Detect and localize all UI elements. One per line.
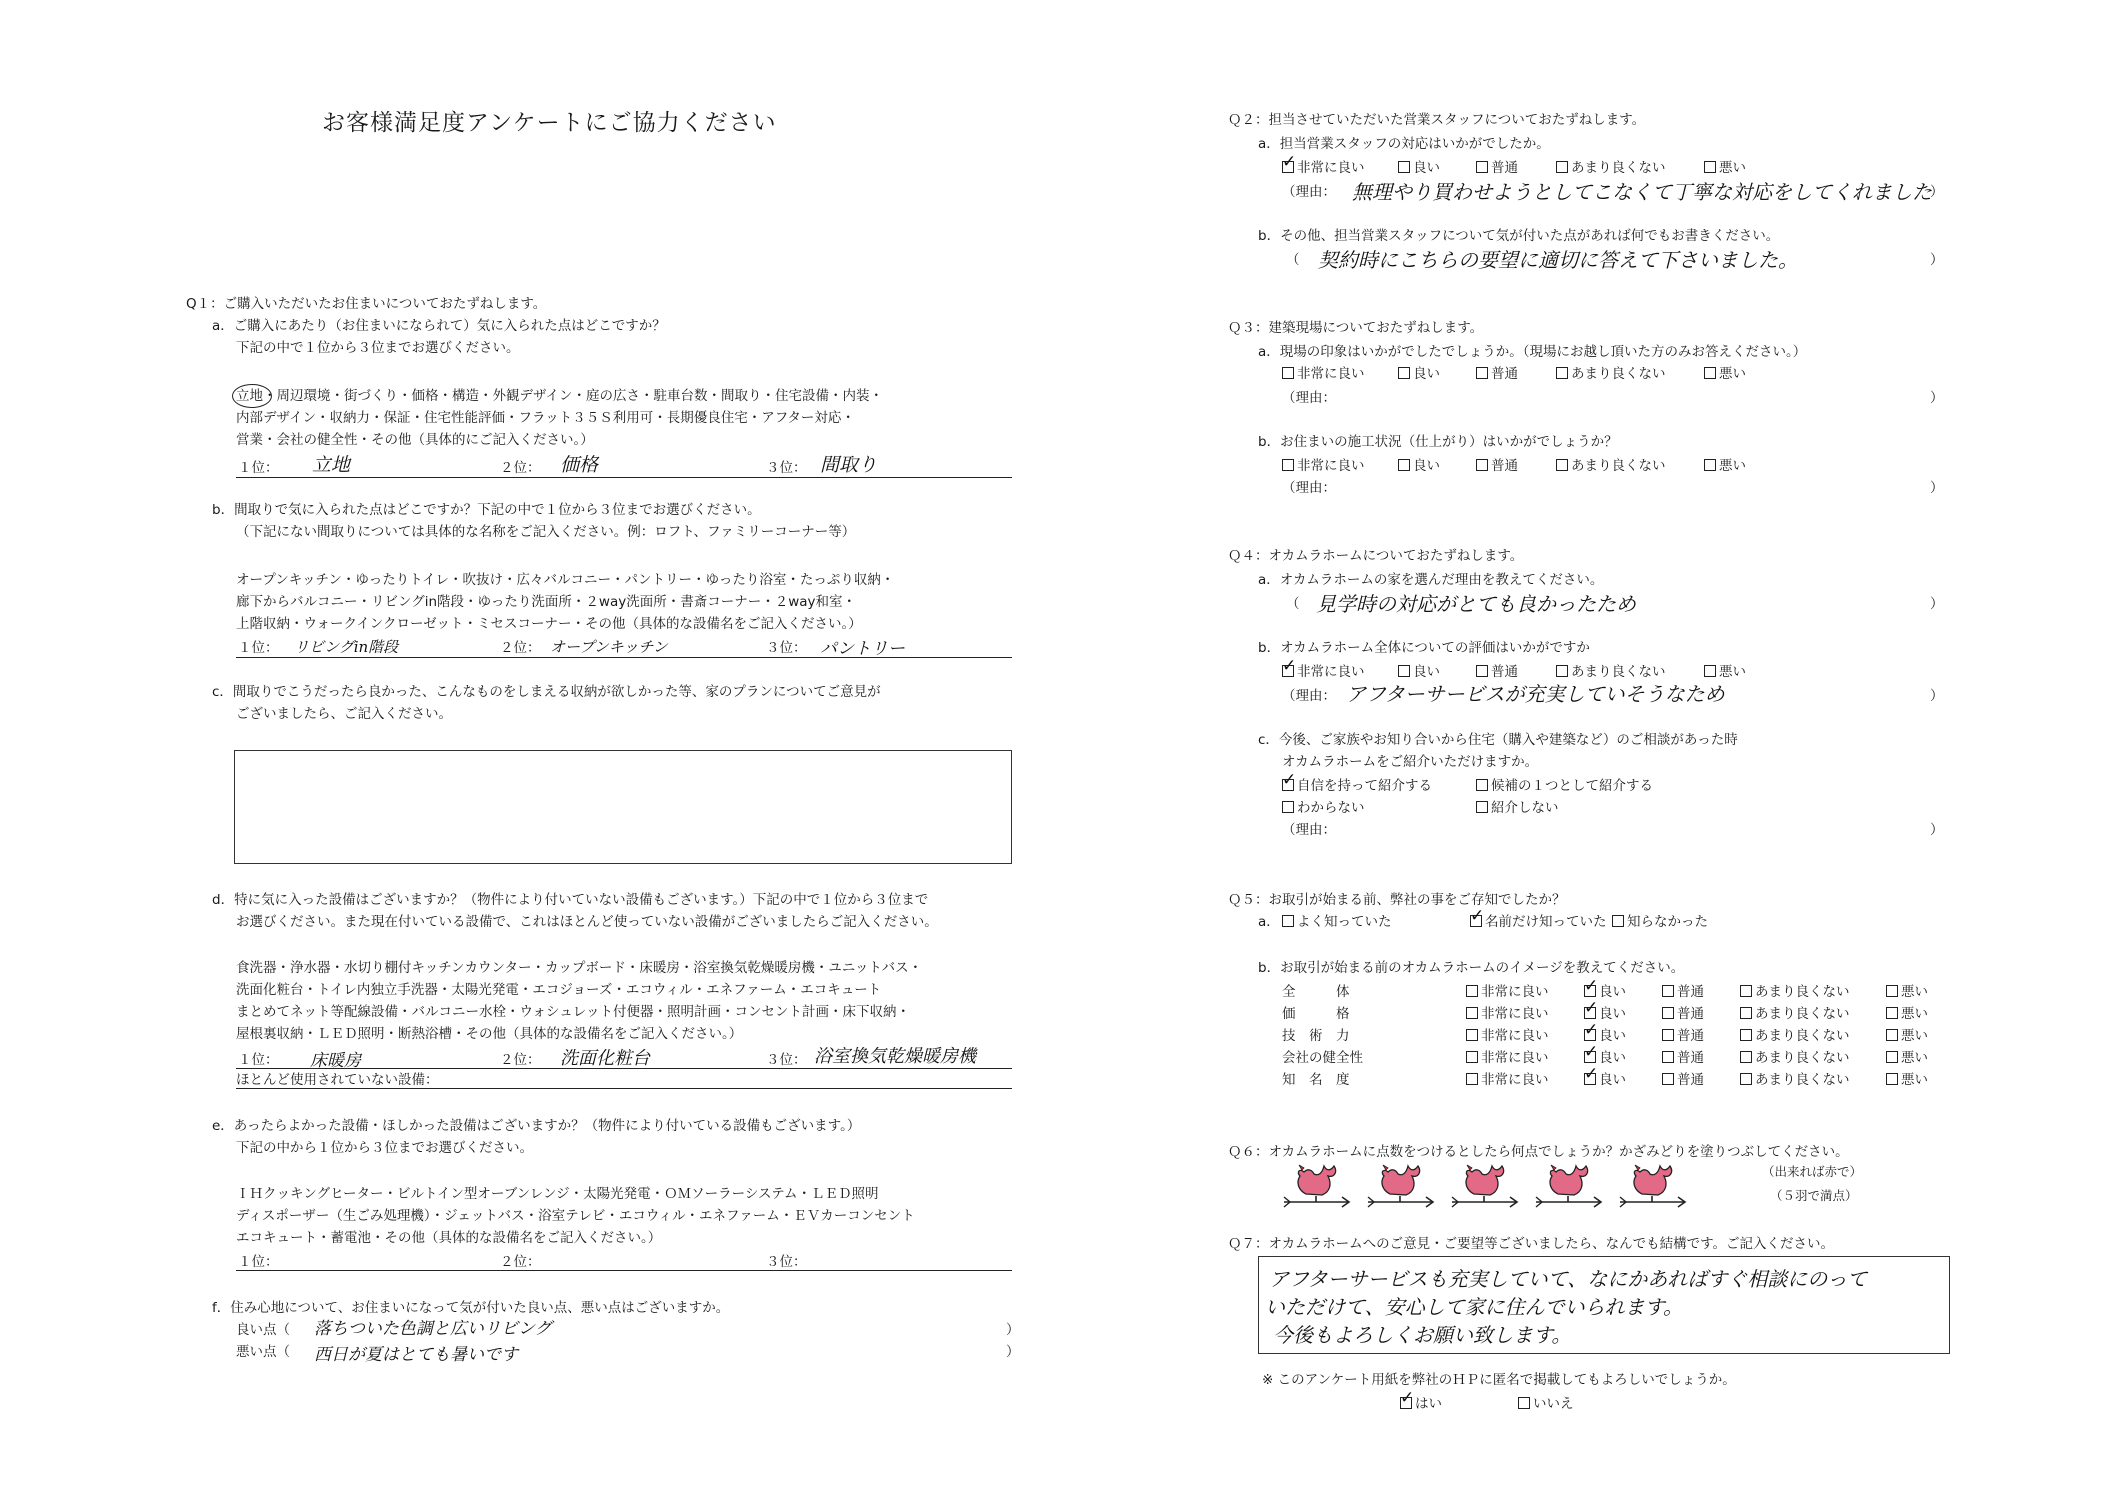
checkbox-checked-icon xyxy=(1584,1007,1596,1019)
checkbox-icon xyxy=(1476,779,1488,791)
q3a-reason-close: ） xyxy=(1930,390,1944,406)
q1b-options-line2: 廊下からバルコニー・リビングin階段・ゆったり洗面所・２way洗面所・書斎コーナー・２way和室・ xyxy=(236,594,857,610)
q1f-good-answer[interactable]: 落ちついた色調と広いリビング xyxy=(314,1319,552,1339)
q5b-rating-option[interactable]: あまり良くない xyxy=(1740,1072,1850,1088)
checkbox-icon xyxy=(1740,1029,1752,1041)
q2a-reason-close: ） xyxy=(1930,184,1944,200)
q1d-rank3-label: ３位： xyxy=(766,1052,807,1068)
q4b-question: b．オカムラホーム全体についての評価はいかがですか xyxy=(1258,640,1590,656)
checkbox-icon xyxy=(1886,1029,1898,1041)
q1a-options-line2: 内部デザイン・収納力・保証・住宅性能評価・フラット３５Ｓ利用可・長期優良住宅・アフター対応・ xyxy=(236,410,855,426)
checkbox-checked-icon xyxy=(1282,665,1294,677)
q3a-option-3[interactable]: 普通 xyxy=(1476,366,1518,382)
q4-heading: Ｑ４：オカムラホームについておたずねします。 xyxy=(1228,548,1524,564)
checkbox-checked-icon xyxy=(1584,1051,1596,1063)
q1e-rank3-label: ３位： xyxy=(766,1254,807,1270)
q1e-rank2-label: ２位： xyxy=(500,1254,541,1270)
q5b-row-label: 技 術 力 xyxy=(1282,1028,1350,1044)
q6-note-max: （５羽で満点） xyxy=(1770,1188,1858,1203)
checkbox-icon xyxy=(1466,1029,1478,1041)
checkbox-checked-icon xyxy=(1584,1073,1596,1085)
q4a-question: a．オカムラホームの家を選んだ理由を教えてください。 xyxy=(1258,572,1604,588)
q1e-answer-line xyxy=(236,1270,1012,1271)
q4b-option-1[interactable]: ✓非常に良い xyxy=(1282,664,1365,680)
q5b-rating-option[interactable]: 普通 xyxy=(1662,984,1704,1000)
q5b-rating-option[interactable]: 悪い xyxy=(1886,1072,1928,1088)
q5b-rating-option[interactable]: 悪い xyxy=(1886,1028,1928,1044)
q1b-rank2-label: ２位： xyxy=(500,640,541,656)
checkbox-checked-icon xyxy=(1282,161,1294,173)
q1a-rank3-label: ３位： xyxy=(766,460,807,476)
q1b-rank3-answer[interactable]: パントリー xyxy=(820,639,905,659)
checkbox-icon xyxy=(1556,665,1568,677)
q1d-unused-label: ほとんど使用されていない設備： xyxy=(236,1072,439,1088)
q4c-reason-label: （理由： xyxy=(1282,822,1336,838)
checkbox-icon xyxy=(1466,1051,1478,1063)
q7-answer-line2: いただけて、安心して家に住んでいられます。 xyxy=(1265,1295,1683,1319)
q4c-question: c．今後、ご家族やお知り合いから住宅（購入や建築など）のご相談があった時 xyxy=(1258,732,1738,748)
checkbox-icon xyxy=(1662,1073,1674,1085)
q5b-rating-option[interactable]: 悪い xyxy=(1886,1006,1928,1022)
q5b-row-label: 会社の健全性 xyxy=(1282,1050,1363,1066)
q2b-question: b．その他、担当営業スタッフについて気が付いた点があれば何でもお書きください。 xyxy=(1258,228,1780,244)
q1a-options-line3: 営業・会社の健全性・その他（具体的にご記入ください。） xyxy=(236,432,594,448)
q1d-rank2-label: ２位： xyxy=(500,1052,541,1068)
q3b-option-1[interactable]: 非常に良い xyxy=(1282,458,1365,474)
q1b-rank3-label: ３位： xyxy=(766,640,807,656)
checkbox-icon xyxy=(1476,459,1488,471)
q4c-option-2[interactable]: 候補の１つとして紹介する xyxy=(1476,778,1653,794)
q3b-option-4[interactable]: あまり良くない xyxy=(1556,458,1666,474)
q1c-instruction: ございましたら、ご記入ください。 xyxy=(236,706,452,722)
q4b-reason-label: （理由： xyxy=(1282,688,1336,704)
q2-heading: Ｑ２：担当させていただいた営業スタッフについておたずねします。 xyxy=(1228,112,1646,128)
q4b-reason-answer[interactable]: アフターサービスが充実していそうなため xyxy=(1346,682,1725,706)
q5b-rating-option[interactable]: 悪い xyxy=(1886,984,1928,1000)
q2a-question: a．担当営業スタッフの対応はいかがでしたか。 xyxy=(1258,136,1550,152)
q7-answer-line1: アフターサービスも充実していて、なにかあればすぐ相談にのって xyxy=(1269,1267,1867,1291)
checkbox-icon xyxy=(1612,915,1624,927)
q3a-question: a．現場の印象はいかがでしたでしょうか。（現場にお越し頂いた方のみお答えください。） xyxy=(1258,344,1807,360)
q5a-option-2[interactable]: ✓ 名前だけ知っていた xyxy=(1470,914,1607,930)
q1d-options-line3: まとめてネット等配線設備・バルコニー水栓・ウォシュレット付便器・照明計画・コンセント計画・床下収納・ xyxy=(236,1004,911,1020)
checkbox-checked-icon xyxy=(1584,985,1596,997)
q1b-options-line1: オープンキッチン・ゆったりトイレ・吹抜け・広々バルコニー・パントリー・ゆったり浴室・たっぷり収納・ xyxy=(236,572,895,588)
q1a-rank2-label: ２位： xyxy=(500,460,541,476)
q1d-answer-line xyxy=(236,1068,1012,1069)
q1e-question: e．あったらよかった設備・ほしかった設備はございますか？（物件により付いている設備もございます。） xyxy=(212,1118,861,1134)
q1e-options-line3: エコキュート・蓄電池・その他（具体的な設備名をご記入ください。） xyxy=(236,1230,662,1246)
checkbox-checked-icon xyxy=(1470,915,1482,927)
checkbox-icon xyxy=(1466,985,1478,997)
q1d-options-line1: 食洗器・浄水器・水切り棚付キッチンカウンター・カップボード・床暖房・浴室換気乾燥暖房機・ユニットバス・ xyxy=(236,960,923,976)
checkbox-icon xyxy=(1704,367,1716,379)
q3b-option-5[interactable]: 悪い xyxy=(1704,458,1746,474)
q3a-option-2[interactable]: 良い xyxy=(1398,366,1440,382)
checkbox-icon xyxy=(1466,1007,1478,1019)
checkbox-icon xyxy=(1740,985,1752,997)
checkbox-icon xyxy=(1476,367,1488,379)
q1b-rank2-answer[interactable]: オープンキッチン xyxy=(550,638,668,656)
checkbox-icon xyxy=(1662,1007,1674,1019)
checkbox-icon xyxy=(1282,915,1294,927)
q4b-option-5[interactable]: 悪い xyxy=(1704,664,1746,680)
q1b-answer-line xyxy=(236,657,1012,658)
checkbox-icon xyxy=(1518,1397,1530,1409)
q1a-rank2-answer[interactable]: 価格 xyxy=(560,454,599,476)
q1e-options-line2: ディスポーザー（生ごみ処理機）・ジェットバス・浴室テレビ・エコウィル・エネファーム・ＥＶカーコンセント xyxy=(236,1208,915,1224)
q5b-rating-option[interactable]: ✓ 良い xyxy=(1584,1050,1626,1066)
checkbox-icon xyxy=(1704,459,1716,471)
q3a-option-5[interactable]: 悪い xyxy=(1704,366,1746,382)
q1a-rank1-label: １位： xyxy=(238,460,279,476)
checkbox-icon xyxy=(1740,1073,1752,1085)
q1e-instruction: 下記の中から１位から３位までお選びください。 xyxy=(236,1140,533,1156)
q2a-reason-label: （理由： xyxy=(1282,184,1336,200)
q5b-rating-option[interactable]: 普通 xyxy=(1662,1028,1704,1044)
q1b-options-line3: 上階収納・ウォークインクローゼット・ミセスコーナー・その他（具体的な設備名をご記入ください。） xyxy=(236,616,862,632)
q7-answer-line3: 今後もよろしくお願い致します。 xyxy=(1273,1323,1572,1347)
q3a-option-1[interactable]: 非常に良い xyxy=(1282,366,1365,382)
q1e-rank1-label: １位： xyxy=(238,1254,279,1270)
q1a-rank1-answer[interactable]: 立地 xyxy=(312,454,351,476)
q1c-comment-box[interactable] xyxy=(234,750,1012,864)
q1d-rank3-answer[interactable]: 浴室換気乾燥暖房機 xyxy=(814,1046,976,1067)
q1d-unused-line xyxy=(236,1088,1012,1089)
page-title: お客様満足度アンケートにご協力ください xyxy=(322,110,777,136)
q4b-option-3[interactable]: 普通 xyxy=(1476,664,1518,680)
q1d-options-line4: 屋根裏収納・ＬＥＤ照明・断熱浴槽・その他（具体的な設備名をご記入ください。） xyxy=(236,1026,743,1042)
q3b-reason-close: ） xyxy=(1930,480,1944,496)
q1d-rank2-answer[interactable]: 洗面化粧台 xyxy=(560,1048,650,1069)
checkbox-checked-icon xyxy=(1282,779,1294,791)
q2b-answer[interactable]: 契約時にこちらの要望に適切に答えて下さいました。 xyxy=(1318,248,1798,272)
q2a-option-4[interactable]: あまり良くない xyxy=(1556,160,1666,176)
q1a-options-line1: 立地・周辺環境・街づくり・価格・構造・外観デザイン・庭の広さ・駐車台数・間取り・住宅設備・内装・ xyxy=(236,388,884,404)
q4c-reason-close: ） xyxy=(1930,822,1944,838)
weathercock-icon[interactable] xyxy=(1534,1162,1606,1214)
q5a-option-1[interactable]: よく知っていた xyxy=(1282,914,1392,930)
q2b-close: ） xyxy=(1930,252,1944,268)
q5a-prefix: a． xyxy=(1258,914,1280,930)
q3b-option-2[interactable]: 良い xyxy=(1398,458,1440,474)
weathercock-icon[interactable] xyxy=(1282,1162,1354,1214)
q4b-option-4[interactable]: あまり良くない xyxy=(1556,664,1666,680)
q1d-options-line2: 洗面化粧台・トイレ内独立手洗器・太陽光発電・エコジョーズ・エコウィル・エネファーム・エコキュート xyxy=(236,982,882,998)
q5b-rating-option[interactable]: あまり良くない xyxy=(1740,1028,1850,1044)
q1a-question: a．ご購入にあたり（お住まいになられて）気に入られた点はどこですか？ xyxy=(212,318,666,334)
checkbox-icon xyxy=(1886,985,1898,997)
checkbox-icon xyxy=(1282,459,1294,471)
q1f-good-label: 良い点（ xyxy=(236,1322,290,1338)
q1f-good-close: ） xyxy=(1006,1322,1020,1338)
checkbox-icon xyxy=(1740,1051,1752,1063)
q5b-rating-option[interactable]: あまり良くない xyxy=(1740,1006,1850,1022)
q2a-option-2[interactable]: 良い xyxy=(1398,160,1440,176)
q2b-open: （ xyxy=(1286,252,1300,268)
q5b-rating-option[interactable]: 非常に良い xyxy=(1466,1006,1549,1022)
q2a-option-1[interactable]: ✓非常に良い xyxy=(1282,160,1365,176)
q5b-rating-option[interactable]: ✓ 良い xyxy=(1584,1006,1626,1022)
checkbox-icon xyxy=(1662,1051,1674,1063)
checkbox-icon xyxy=(1398,367,1410,379)
q4c-option-4[interactable]: 紹介しない xyxy=(1476,800,1559,816)
consent-no[interactable]: いいえ xyxy=(1518,1396,1574,1412)
q3a-reason-label: （理由： xyxy=(1282,390,1336,406)
checkbox-checked-icon xyxy=(1584,1029,1596,1041)
q5b-rating-option[interactable]: 普通 xyxy=(1662,1006,1704,1022)
q3b-reason-label: （理由： xyxy=(1282,480,1336,496)
q5b-question: b．お取引が始まる前のオカムラホームのイメージを教えてください。 xyxy=(1258,960,1685,976)
q2a-reason-answer[interactable]: 無理やり買わせようとしてこなくて丁寧な対応をしてくれました xyxy=(1352,180,1932,204)
q1-heading: Q１：ご購入いただいたお住まいについておたずねします。 xyxy=(186,296,547,312)
weathercock-icon[interactable] xyxy=(1366,1162,1438,1214)
q5b-rating-option[interactable]: 普通 xyxy=(1662,1050,1704,1066)
checkbox-icon xyxy=(1476,665,1488,677)
checkbox-icon xyxy=(1886,1073,1898,1085)
q7-heading: Ｑ７：オカムラホームへのご意見・ご要望等ございましたら、なんでも結構です。ご記入ください。 xyxy=(1228,1236,1835,1252)
checkbox-checked-icon xyxy=(1400,1397,1412,1409)
checkbox-icon xyxy=(1704,161,1716,173)
q5b-row-label: 価 格 xyxy=(1282,1006,1350,1022)
q1f-question: f．住み心地について、お住まいになって気が付いた良い点、悪い点はございますか。 xyxy=(212,1300,730,1316)
consent-yes[interactable]: ✓はい xyxy=(1400,1396,1442,1412)
checkbox-icon xyxy=(1704,665,1716,677)
checkbox-icon xyxy=(1466,1073,1478,1085)
q5a-option-3[interactable]: 知らなかった xyxy=(1612,914,1708,930)
q5b-rating-option[interactable]: 非常に良い xyxy=(1466,1050,1549,1066)
q5-heading: Ｑ５：お取引が始まる前、弊社の事をご存知でしたか？ xyxy=(1228,892,1566,908)
q3-heading: Ｑ３：建築現場についておたずねします。 xyxy=(1228,320,1484,336)
q1b-rank1-label: １位： xyxy=(238,640,279,656)
q5b-rating-option[interactable]: 非常に良い xyxy=(1466,1028,1549,1044)
q2a-option-3[interactable]: 普通 xyxy=(1476,160,1518,176)
q3b-option-3[interactable]: 普通 xyxy=(1476,458,1518,474)
q1d-instruction: お選びください。また現在付いている設備で、これはほとんど使っていない設備がございましたらご記入ください。 xyxy=(236,914,938,930)
q1f-bad-close: ） xyxy=(1006,1344,1020,1360)
q1c-question: c．間取りでこうだったら良かった、こんなものをしまえる収納が欲しかった等、家のプランについてご意見が xyxy=(212,684,881,700)
q5b-rating-option[interactable]: あまり良くない xyxy=(1740,1050,1850,1066)
q5b-rating-option[interactable]: 普通 xyxy=(1662,1072,1704,1088)
weathercock-icon[interactable] xyxy=(1450,1162,1522,1214)
q4a-answer[interactable]: 見学時の対応がとても良かったため xyxy=(1316,592,1636,616)
q1a-instruction: 下記の中で１位から３位までお選びください。 xyxy=(236,340,520,356)
q4c-option-1[interactable]: ✓自信を持って紹介する xyxy=(1282,778,1432,794)
checkbox-icon xyxy=(1476,801,1488,813)
q1a-rank3-answer[interactable]: 間取り xyxy=(820,454,878,476)
q1b-rank1-answer[interactable]: リビングin階段 xyxy=(294,638,399,656)
q1f-bad-answer[interactable]: 西日が夏はとても暑いです xyxy=(314,1345,518,1365)
q5b-rating-option[interactable]: ✓ 良い xyxy=(1584,984,1626,1000)
q2a-option-5[interactable]: 悪い xyxy=(1704,160,1746,176)
q1d-question: d．特に気に入った設備はございますか？（物件により付いていない設備もございます。）下記の中で１位から３位まで xyxy=(212,892,929,908)
checkbox-icon xyxy=(1556,367,1568,379)
checkbox-icon xyxy=(1662,1029,1674,1041)
q1b-instruction: （下記にない間取りについては具体的な名称をご記入ください。例：ロフト、ファミリーコーナー等） xyxy=(236,524,856,540)
q1d-rank1-answer[interactable]: 床暖房 xyxy=(310,1051,361,1071)
q5b-row-label: 全 体 xyxy=(1282,984,1350,1000)
q1a-answer-line xyxy=(236,477,1012,478)
checkbox-icon xyxy=(1662,985,1674,997)
q4c-instruction: オカムラホームをご紹介いただけますか。 xyxy=(1282,754,1539,770)
q5b-rating-option[interactable]: ✓ 良い xyxy=(1584,1028,1626,1044)
checkbox-icon xyxy=(1398,665,1410,677)
checkbox-icon xyxy=(1476,161,1488,173)
q3a-option-4[interactable]: あまり良くない xyxy=(1556,366,1666,382)
checkbox-icon xyxy=(1282,367,1294,379)
q1e-options-line1: ＩＨクッキングヒーター・ビルトイン型オーブンレンジ・太陽光発電・ＯＭソーラーシステム・ＬＥＤ照明 xyxy=(236,1186,879,1202)
q4c-option-3[interactable]: わからない xyxy=(1282,800,1365,816)
q4b-option-2[interactable]: 良い xyxy=(1398,664,1440,680)
q7-comment-box[interactable] xyxy=(1258,1256,1950,1354)
q4a-open: （ xyxy=(1286,596,1300,612)
q5b-rating-option[interactable]: 非常に良い xyxy=(1466,1072,1549,1088)
q5b-rating-option[interactable]: ✓ 良い xyxy=(1584,1072,1626,1088)
q4b-reason-close: ） xyxy=(1930,688,1944,704)
checkbox-icon xyxy=(1398,459,1410,471)
q5b-row-label: 知 名 度 xyxy=(1282,1072,1350,1088)
q1d-rank1-label: １位： xyxy=(238,1052,279,1068)
q1b-question: b．間取りで気に入られた点はどこですか？下記の中で１位から３位までお選びください。 xyxy=(212,502,761,518)
q5b-rating-option[interactable]: あまり良くない xyxy=(1740,984,1850,1000)
q5b-rating-option[interactable]: 非常に良い xyxy=(1466,984,1549,1000)
checkbox-icon xyxy=(1556,459,1568,471)
checkbox-icon xyxy=(1886,1007,1898,1019)
checkbox-icon xyxy=(1886,1051,1898,1063)
weathercock-icon[interactable] xyxy=(1618,1162,1690,1214)
q3b-question: b．お住まいの施工状況（仕上がり）はいかがでしょうか？ xyxy=(1258,434,1618,450)
checkbox-icon xyxy=(1740,1007,1752,1019)
q4a-close: ） xyxy=(1930,596,1944,612)
checkbox-icon xyxy=(1556,161,1568,173)
q1f-bad-label: 悪い点（ xyxy=(236,1344,290,1360)
checkbox-icon xyxy=(1398,161,1410,173)
checkbox-icon xyxy=(1282,801,1294,813)
consent-note: ※ このアンケート用紙を弊社のＨＰに匿名で掲載してもよろしいでしょうか。 xyxy=(1262,1372,1736,1388)
q6-note-red: （出来れば赤で） xyxy=(1762,1164,1863,1179)
q5b-rating-option[interactable]: 悪い xyxy=(1886,1050,1928,1066)
q6-heading: Ｑ６：オカムラホームに点数をつけるとしたら何点でしょうか？かざみどりを塗りつぶしてください。 xyxy=(1228,1144,1849,1160)
